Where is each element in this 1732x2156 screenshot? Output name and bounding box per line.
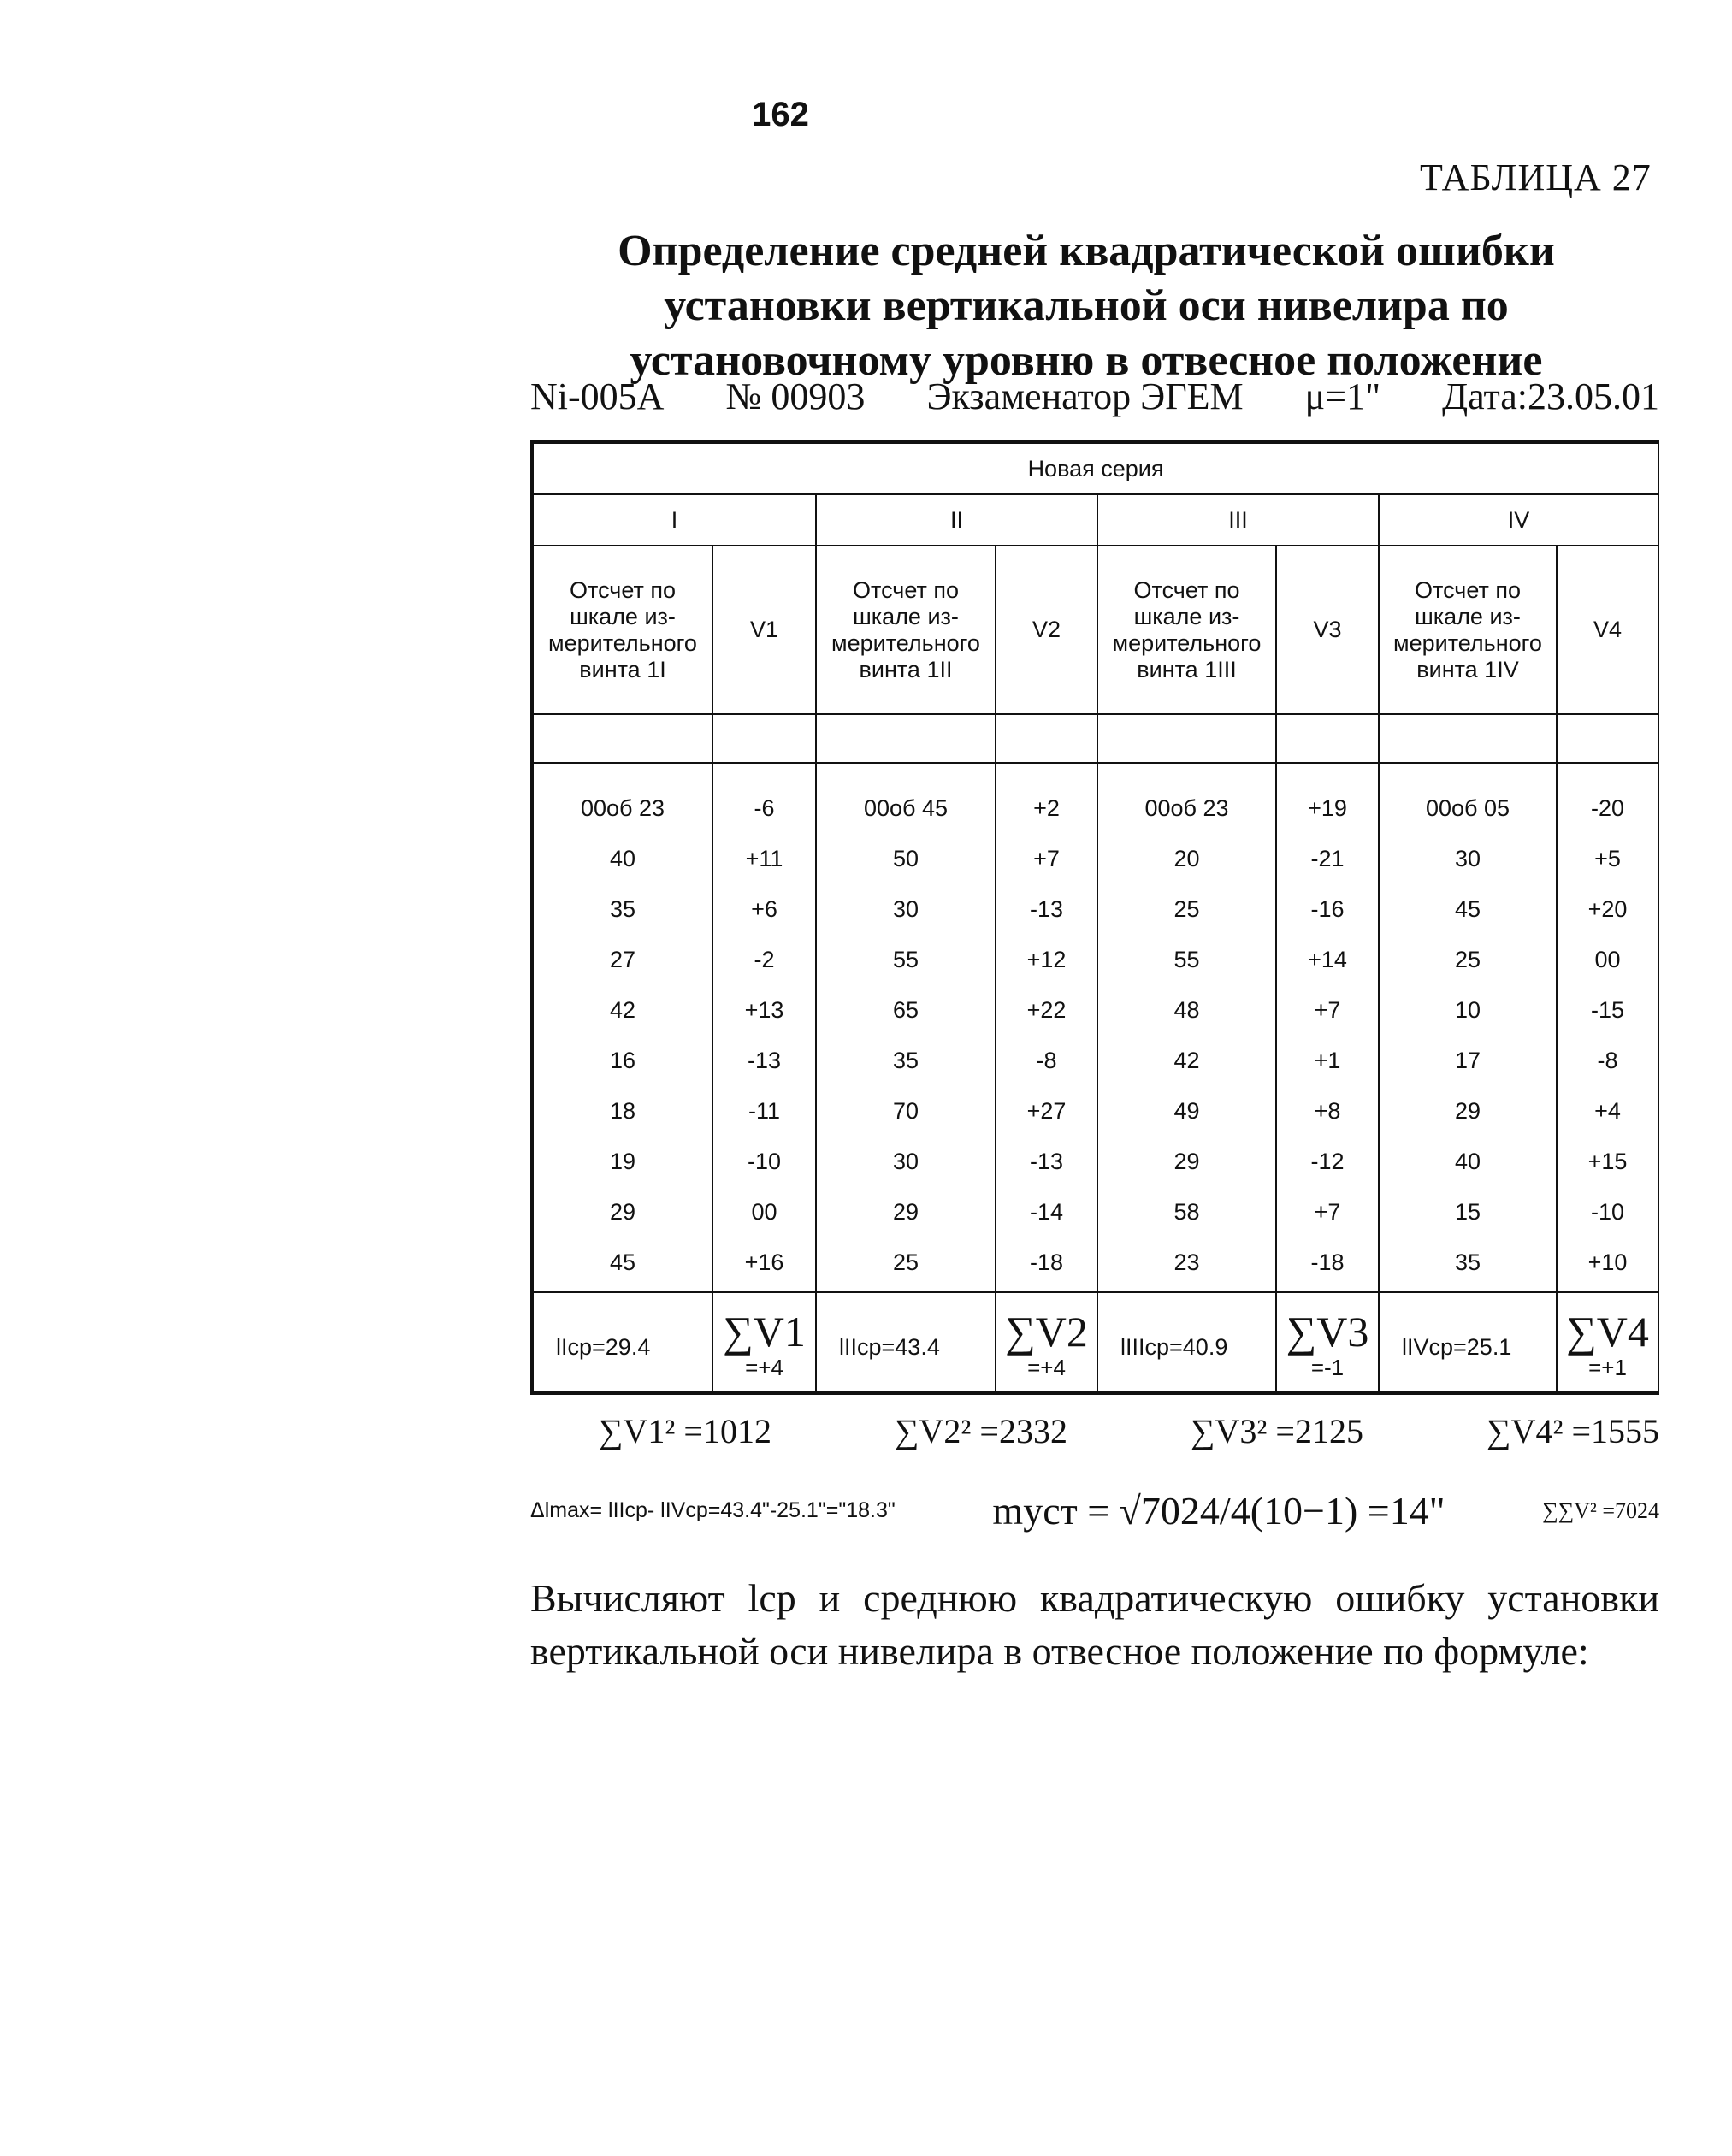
column-header: V4 xyxy=(1557,546,1658,714)
table-cell: 18 xyxy=(609,1097,636,1124)
sum-value: =+1 xyxy=(1588,1355,1627,1380)
blank-cell xyxy=(1097,714,1276,763)
table-cell: +8 xyxy=(1314,1097,1341,1124)
sum-value: =-1 xyxy=(1310,1355,1345,1380)
table-cell: 55 xyxy=(1173,946,1200,972)
table-cell: +12 xyxy=(1026,946,1067,972)
table-cell: -13 xyxy=(1029,1148,1064,1174)
table-cell: 25 xyxy=(1173,895,1200,922)
series-title: Новая серия xyxy=(533,443,1658,494)
instrument: Ni-005A xyxy=(530,375,665,417)
table-cell: +5 xyxy=(1594,845,1621,871)
mean-cell: lIср=29.4 xyxy=(533,1292,712,1392)
table-cell: -8 xyxy=(1036,1047,1057,1073)
sum-cell xyxy=(1276,1292,1379,1392)
table-label: ТАБЛИЦА 27 xyxy=(1420,157,1652,198)
column-header: Отсчет по шкале из-мерительного винта 1IV xyxy=(1379,546,1557,714)
table-cell: 00об 45 xyxy=(863,794,949,821)
table-cell: 00об 05 xyxy=(1425,794,1510,821)
blank-cell xyxy=(533,714,712,763)
table-cell: 27 xyxy=(609,946,636,972)
table-cell: 17 xyxy=(1454,1047,1481,1073)
sum-value: =+4 xyxy=(745,1355,783,1380)
table-cell: 45 xyxy=(1454,895,1481,922)
table-cell: 30 xyxy=(892,895,919,922)
table-cell: 45 xyxy=(609,1249,636,1275)
table-cell: 29 xyxy=(1454,1097,1481,1124)
table-cell: -16 xyxy=(1310,895,1345,922)
data-table xyxy=(530,440,1659,1395)
table-cell: +14 xyxy=(1308,946,1347,972)
m-formula: mуст = √7024/4(10−1) =14" xyxy=(992,1489,1445,1533)
sum-cell xyxy=(996,1292,1097,1392)
table-cell: 40 xyxy=(609,845,636,871)
table-cell: 00об 23 xyxy=(1144,794,1229,821)
table-cell: -18 xyxy=(1310,1249,1345,1275)
column-header: V3 xyxy=(1276,546,1379,714)
table-cell: -11 xyxy=(748,1097,781,1124)
sum-symbol: ∑V4 xyxy=(1566,1308,1649,1356)
sum-symbol: ∑V2 xyxy=(1005,1308,1088,1356)
table-cell: 23 xyxy=(1173,1249,1200,1275)
blank-cell xyxy=(1276,714,1379,763)
examiner: Экзаменатор ЭГЕМ xyxy=(926,375,1244,417)
sum-symbol: ∑V3 xyxy=(1286,1308,1369,1356)
column-header: Отсчет по шкале из-мерительного винта 1III xyxy=(1097,546,1276,714)
sum-square: ∑V1² =1012 xyxy=(599,1412,771,1450)
table-cell: 29 xyxy=(1173,1148,1200,1174)
table-cell: +15 xyxy=(1587,1148,1628,1174)
table-cell: 35 xyxy=(609,895,636,922)
table-cell: 50 xyxy=(892,845,919,871)
table-cell: 16 xyxy=(609,1047,636,1073)
table-cell: +10 xyxy=(1587,1249,1628,1275)
column-header: Отсчет по шкале из-мерительного винта 1II xyxy=(816,546,996,714)
table-cell: 58 xyxy=(1173,1198,1200,1225)
table-cell: +1 xyxy=(1314,1047,1341,1073)
table-cell: +22 xyxy=(1026,996,1067,1023)
sum-cell xyxy=(712,1292,816,1392)
sum-value: =+4 xyxy=(1027,1355,1066,1380)
table-cell: +2 xyxy=(1033,794,1060,821)
table-cell: 20 xyxy=(1173,845,1200,871)
total-sum: ∑∑V² =7024 xyxy=(1542,1497,1659,1523)
table-cell: -21 xyxy=(1310,845,1345,871)
column-header: V1 xyxy=(712,546,816,714)
blank-cell xyxy=(1557,714,1658,763)
table-cell: 42 xyxy=(609,996,636,1023)
roman-header: IV xyxy=(1379,494,1658,546)
table-cell: -10 xyxy=(747,1148,782,1174)
table-cell: +19 xyxy=(1308,794,1347,821)
table-cell: -14 xyxy=(1029,1198,1064,1225)
data-column xyxy=(533,763,712,1292)
roman-header: II xyxy=(816,494,1097,546)
delta-formula: Δlmax= lIIср- lIVср=43.4"-25.1"="18.3" xyxy=(530,1498,896,1522)
table-cell: 40 xyxy=(1454,1148,1481,1174)
sum-cell xyxy=(1557,1292,1658,1392)
table-cell: +11 xyxy=(745,845,783,871)
date: Дата:23.05.01 xyxy=(1442,375,1659,417)
table-cell: 00об 23 xyxy=(580,794,665,821)
column-header: V2 xyxy=(996,546,1097,714)
table-cell: -13 xyxy=(747,1047,782,1073)
blank-cell xyxy=(1379,714,1557,763)
table-cell: +16 xyxy=(744,1249,784,1275)
table-cell: +4 xyxy=(1594,1097,1621,1124)
data-column xyxy=(996,763,1097,1292)
table-cell: 42 xyxy=(1173,1047,1200,1073)
blank-cell xyxy=(816,714,996,763)
page-number: 162 xyxy=(752,96,809,133)
table-cell: -10 xyxy=(1591,1198,1625,1225)
roman-header: III xyxy=(1097,494,1379,546)
blank-cell xyxy=(712,714,816,763)
table-cell: -12 xyxy=(1310,1148,1345,1174)
table-cell: -20 xyxy=(1591,794,1625,821)
roman-header: I xyxy=(533,494,816,546)
table-cell: 29 xyxy=(609,1198,636,1225)
table-cell: 15 xyxy=(1454,1198,1481,1225)
sum-square: ∑V4² =1555 xyxy=(1487,1412,1659,1450)
sum-squares-line xyxy=(599,1411,1659,1451)
table-cell: +13 xyxy=(744,996,784,1023)
data-column xyxy=(1097,763,1276,1292)
data-column xyxy=(1276,763,1379,1292)
sum-square: ∑V2² =2332 xyxy=(895,1412,1067,1450)
table-cell: -13 xyxy=(1029,895,1064,922)
table-cell: -8 xyxy=(1597,1047,1618,1073)
table-cell: 25 xyxy=(892,1249,919,1275)
table-cell: 65 xyxy=(892,996,919,1023)
sum-square: ∑V3² =2125 xyxy=(1191,1412,1363,1450)
table-cell: 70 xyxy=(892,1097,919,1124)
table-cell: 29 xyxy=(892,1198,919,1225)
table-cell: -2 xyxy=(754,946,775,972)
table-cell: 25 xyxy=(1454,946,1481,972)
table-cell: +27 xyxy=(1026,1097,1067,1124)
table-cell: 30 xyxy=(892,1148,919,1174)
table-cell: 35 xyxy=(1454,1249,1481,1275)
table-cell: 35 xyxy=(892,1047,919,1073)
mu-value: μ=1" xyxy=(1304,375,1381,417)
table-cell: 00 xyxy=(751,1198,777,1225)
table-cell: +7 xyxy=(1033,845,1060,871)
mean-cell: lIIIср=40.9 xyxy=(1097,1292,1276,1392)
formula-line xyxy=(530,1488,1659,1533)
table-cell: +7 xyxy=(1314,1198,1341,1225)
table-cell: -15 xyxy=(1591,996,1625,1023)
instrument-number: № 00903 xyxy=(725,375,866,417)
table-cell: 00 xyxy=(1594,946,1621,972)
table-cell: 30 xyxy=(1454,845,1481,871)
data-column xyxy=(1379,763,1557,1292)
sum-symbol: ∑V1 xyxy=(723,1308,806,1356)
table-cell: 19 xyxy=(609,1148,636,1174)
table-cell: 48 xyxy=(1173,996,1200,1023)
blank-cell xyxy=(996,714,1097,763)
data-column xyxy=(1557,763,1658,1292)
table-cell: 10 xyxy=(1454,996,1481,1023)
table-cell: -6 xyxy=(754,794,775,821)
table-cell: +7 xyxy=(1314,996,1341,1023)
table-cell: +6 xyxy=(751,895,777,922)
table-cell: 49 xyxy=(1173,1097,1200,1124)
body-paragraph: Вычисляют lср и среднюю квадратическую ошибку установки вертикальной оси нивелира в отвесное положение по формуле: xyxy=(530,1576,1659,1673)
page-title: Определение средней квадратической ошибки установки вертикальной оси нивелира по установочному уровню в отвесное положение xyxy=(618,227,1555,385)
table-cell: -18 xyxy=(1029,1249,1064,1275)
column-header: Отсчет по шкале из-мерительного винта 1I xyxy=(533,546,712,714)
table-cell: 55 xyxy=(892,946,919,972)
mean-cell: lIIср=43.4 xyxy=(816,1292,996,1392)
data-column xyxy=(712,763,816,1292)
meta-line xyxy=(530,375,1659,418)
mean-cell: lIVср=25.1 xyxy=(1379,1292,1557,1392)
data-column xyxy=(816,763,996,1292)
table-cell: +20 xyxy=(1587,895,1628,922)
